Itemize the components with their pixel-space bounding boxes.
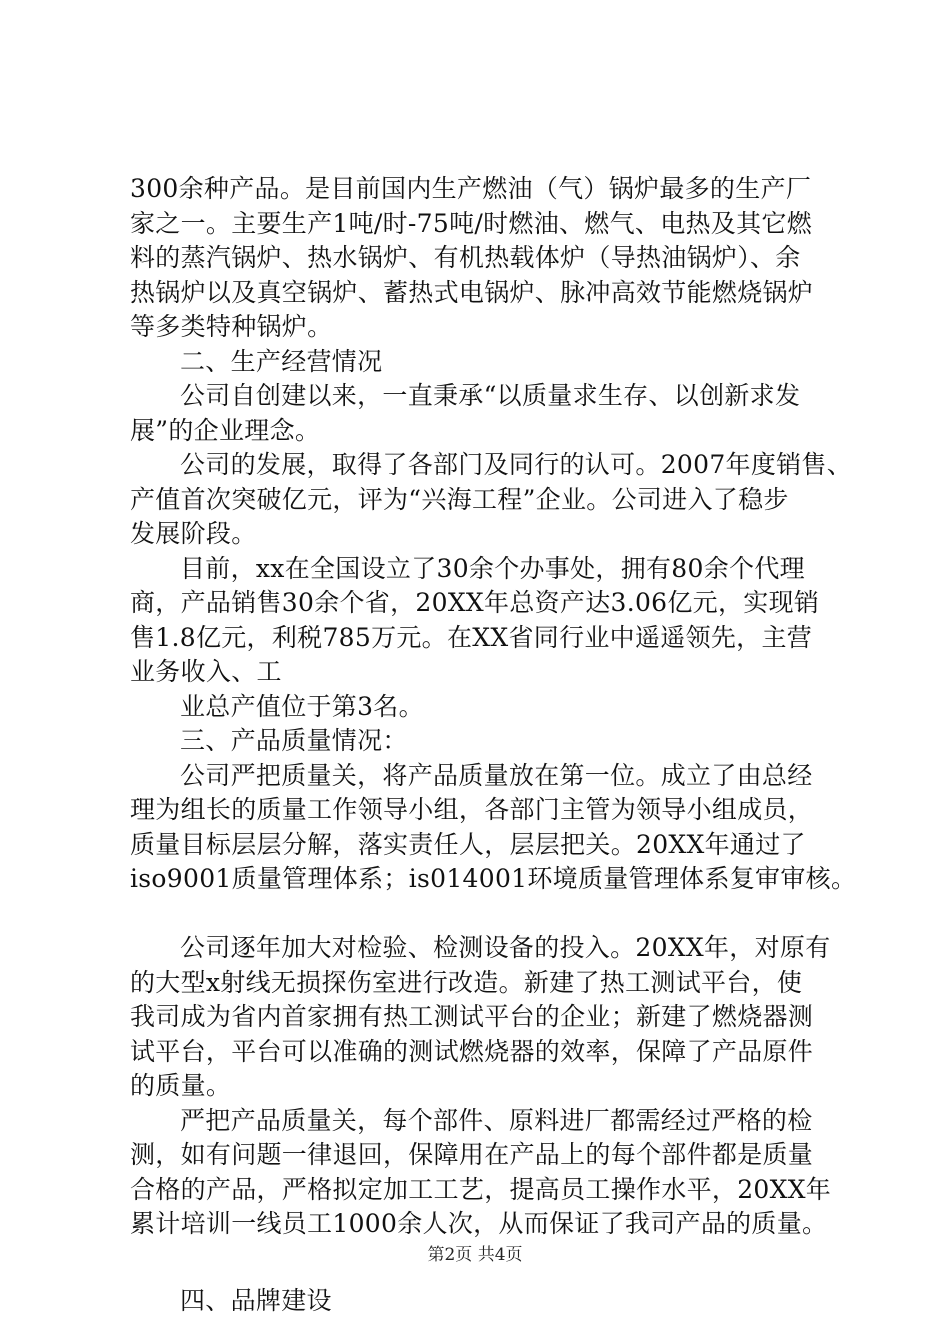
text-line: 试平台，平台可以准确的测试燃烧器的效率，保障了产品原件: [130, 1036, 814, 1066]
text-line: 300余种产品。是目前国内生产燃油（气）锅炉最多的生产厂: [130, 174, 812, 203]
text-line: 累计培训一线员工1000余人次，从而保证了我司产品的质量。: [130, 1209, 828, 1238]
text-line: 测，如有问题一律退回，保障用在产品上的每个部件都是质量: [130, 1140, 814, 1169]
text-line: 合格的产品，严格拟定加工工艺，提高员工操作水平，20XX年: [130, 1174, 832, 1204]
text-line: 业务收入、工: [130, 657, 282, 686]
text-line: 我司成为省内首家拥有热工测试平台的企业；新建了燃烧器测: [130, 1002, 814, 1031]
text-line: iso9001质量管理体系；is014001环境质量管理体系复审审核。: [130, 864, 857, 893]
text-line: 质量目标层层分解，落实责任人，层层把关。20XX年通过了: [130, 829, 806, 859]
text-line: 等多类特种锅炉。: [130, 312, 333, 341]
text-line: 公司逐年加大对检验、检测设备的投入。20XX年，对原有: [180, 933, 831, 962]
text-line: 发展阶段。: [130, 519, 257, 548]
text-line: 热锅炉以及真空锅炉、蓄热式电锅炉、脉冲高效节能燃烧锅炉: [130, 277, 814, 307]
paragraph-gap: [130, 897, 830, 932]
page-number-label: 第2页 共4页: [427, 1245, 523, 1265]
document-body: [130, 172, 857, 1318]
text-line: 目前，xx在全国设立了30余个办事处，拥有80余个代理: [180, 553, 805, 583]
text-line: 的质量。: [130, 1071, 232, 1100]
text-line: 家之一。主要生产1吨/时-75吨/时燃油、燃气、电热及其它燃: [130, 208, 813, 238]
text-line: 产值首次突破亿元，评为“兴海工程”企业。公司进入了稳步: [130, 484, 789, 514]
text-line: 业总产值位于第3名。: [180, 691, 424, 721]
text-line: 公司的发展，取得了各部门及同行的认可。2007年度销售、: [180, 450, 853, 479]
text-line: 料的蒸汽锅炉、热水锅炉、有机热载体炉（导热油锅炉）、余: [130, 243, 801, 272]
section-heading-quality: 三、产品质量情况：: [180, 726, 408, 755]
section-heading-brand: 四、品牌建设: [180, 1285, 332, 1315]
page-footer: [0, 1240, 950, 1265]
text-line: 严把产品质量关，每个部件、原料进厂都需经过严格的检: [180, 1105, 813, 1135]
text-line: 公司自创建以来，一直秉承“以质量求生存、以创新求发: [180, 381, 801, 410]
text-line: 展”的企业理念。: [130, 415, 321, 445]
text-line: 公司严把质量关，将产品质量放在第一位。成立了由总经: [180, 760, 813, 790]
text-line: 理为组长的质量工作领导小组，各部门主管为领导小组成员，: [130, 795, 814, 824]
text-line: 的大型x射线无损探伤室进行改造。新建了热工测试平台，使: [130, 967, 803, 997]
text-line: 售1.8亿元，利税785万元。在XX省同行业中遥遥领先，主营: [130, 622, 813, 652]
text-line: 商，产品销售30余个省，20XX年总资产达3.06亿元，实现销: [130, 588, 820, 617]
section-heading-production: 二、生产经营情况: [180, 346, 383, 376]
